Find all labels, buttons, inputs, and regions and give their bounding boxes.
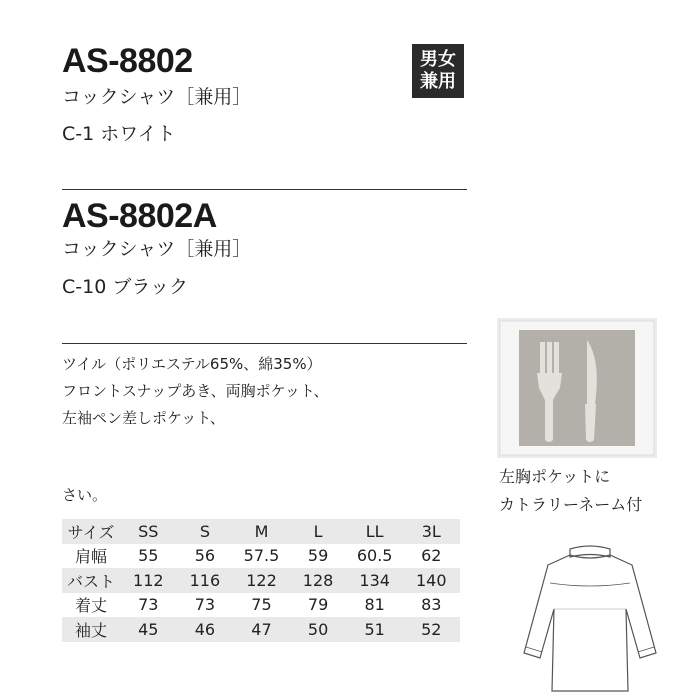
table-cell: 52 (421, 619, 442, 639)
table-cell: 62 (421, 546, 442, 566)
table-cell: 73 (194, 595, 216, 615)
pocket-caption: 左胸ポケットに (499, 467, 611, 486)
size-table (62, 519, 460, 642)
table-cell: 140 (415, 570, 447, 590)
table-cell: 45 (138, 619, 159, 639)
table-cell: 116 (189, 570, 221, 590)
description-line: フロントスナップあき、両胸ポケット、 (62, 382, 329, 400)
badge-line-2: 兼用 (420, 71, 456, 92)
table-cell: 73 (138, 595, 159, 615)
table-cell: 81 (364, 595, 385, 615)
size-header-cell: S (199, 521, 210, 541)
product-model-number: AS-8802 (62, 42, 193, 80)
unisex-badge (412, 44, 464, 98)
chef-shirt-back-illustration (522, 543, 658, 693)
table-cell: 134 (359, 570, 390, 590)
size-header-cell: M (254, 521, 269, 541)
table-cell: 128 (302, 570, 334, 590)
table-cell: 60.5 (356, 546, 393, 566)
product-model-number: AS-8802A (62, 197, 217, 235)
product-color: C-1 ホワイト (62, 123, 176, 145)
table-cell: 50 (307, 619, 329, 639)
badge-line-1: 男女 (420, 49, 456, 70)
table-cell: 47 (251, 619, 272, 639)
description-line: さい。 (62, 486, 108, 504)
size-header-cell: LL (365, 521, 384, 541)
table-cell: 51 (364, 619, 385, 639)
size-header-cell: SS (138, 521, 159, 541)
table-cell: 56 (194, 546, 216, 566)
table-cell: 75 (251, 595, 272, 615)
table-row (62, 568, 460, 593)
table-cell: 57.5 (243, 546, 280, 566)
row-label: 肩幅 (74, 547, 107, 567)
table-cell: 83 (421, 595, 442, 615)
table-row (62, 593, 460, 618)
divider (62, 189, 467, 190)
row-label: バスト (66, 571, 115, 591)
product-name: コックシャツ［兼用］ (62, 238, 252, 260)
table-cell: 122 (246, 570, 277, 590)
row-label: 着丈 (74, 596, 107, 616)
table-header-row (62, 519, 460, 544)
table-cell: 46 (194, 619, 216, 639)
size-header-cell: 3L (421, 521, 441, 541)
cutlery-pocket-image (497, 318, 657, 458)
product-color: C-10 ブラック (62, 276, 188, 298)
size-header-cell: L (313, 521, 323, 541)
size-header-label: サイズ (67, 522, 115, 542)
table-cell: 112 (133, 570, 164, 590)
table-row (62, 617, 460, 642)
product-name: コックシャツ［兼用］ (62, 86, 252, 108)
row-label: 袖丈 (74, 620, 107, 640)
description-line: 左袖ペン差しポケット、 (62, 409, 225, 427)
pocket-caption: カトラリーネーム付 (499, 495, 643, 514)
table-cell: 55 (138, 546, 159, 566)
table-cell: 79 (307, 595, 329, 615)
description-line: ツイル（ポリエステル65%、綿35%） (62, 355, 322, 373)
divider (62, 343, 467, 344)
table-row (62, 544, 460, 569)
table-cell: 59 (307, 546, 329, 566)
